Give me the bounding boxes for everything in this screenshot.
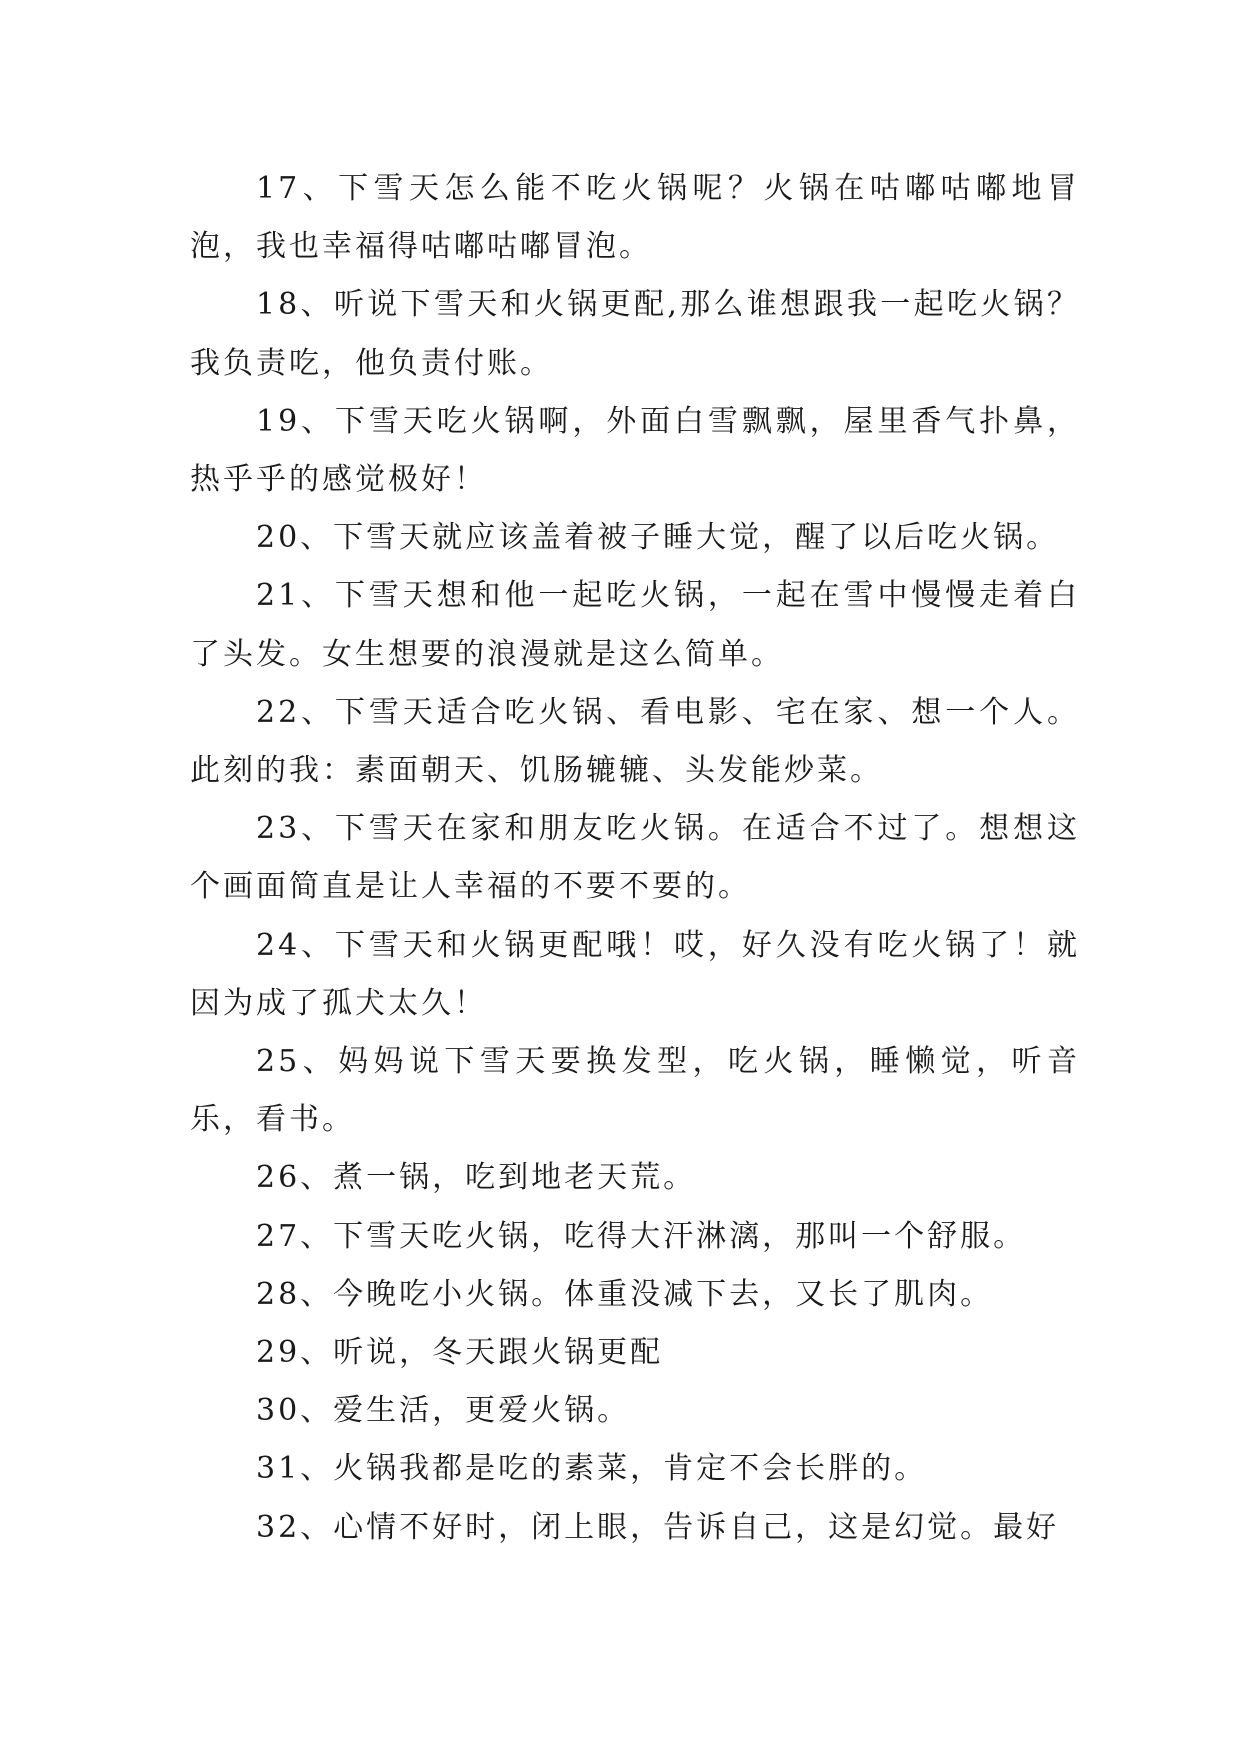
paragraph-30: 30、爱生活，更爱火锅。: [256, 1393, 631, 1429]
paragraph-25: 25、妈妈说下雪天要换发型，吃火锅，睡懒觉，听音乐，看书。: [190, 1044, 1080, 1138]
document-body: [190, 160, 1080, 1557]
paragraph-28: 28、今晚吃小火锅。体重没减下去，又长了肌肉。: [256, 1276, 994, 1312]
paragraph-29: 29、听说，冬天跟火锅更配: [256, 1335, 664, 1371]
paragraph-17: 17、下雪天怎么能不吃火锅呢？火锅在咕嘟咕嘟地冒泡，我也幸福得咕嘟咕嘟冒泡。: [190, 171, 1080, 265]
paragraph-24: 24、下雪天和火锅更配哦！哎，好久没有吃火锅了！就因为成了孤犬太久！: [190, 927, 1080, 1021]
paragraph-18: 18、听说下雪天和火锅更配,那么谁想跟我一起吃火锅？我负责吃，他负责付账。: [190, 287, 1080, 381]
paragraph-31: 31、火锅我都是吃的素菜，肯定不会长胖的。: [256, 1451, 928, 1487]
paragraph-27: 27、下雪天吃火锅，吃得大汗淋漓，那叫一个舒服。: [256, 1218, 1027, 1254]
paragraph-23: 23、下雪天在家和朋友吃火锅。在适合不过了。想想这个画面简直是让人幸福的不要不要的。: [190, 811, 1080, 905]
paragraph-26: 26、煮一锅，吃到地老天荒。: [256, 1160, 697, 1196]
paragraph-22: 22、下雪天适合吃火锅、看电影、宅在家、想一个人。此刻的我：素面朝天、饥肠辘辘、头发能炒菜。: [190, 694, 1080, 789]
paragraph-32: 32、心情不好时，闭上眼，告诉自己，这是幻觉。最好: [256, 1509, 1060, 1545]
paragraph-19: 19、下雪天吃火锅啊，外面白雪飘飘，屋里香气扑鼻，热乎乎的感觉极好！: [190, 403, 1080, 498]
paragraph-20: 20、下雪天就应该盖着被子睡大觉，醒了以后吃火锅。: [256, 520, 1060, 556]
paragraph-21: 21、下雪天想和他一起吃火锅，一起在雪中慢慢走着白了头发。女生想要的浪漫就是这么简单。: [190, 578, 1080, 672]
